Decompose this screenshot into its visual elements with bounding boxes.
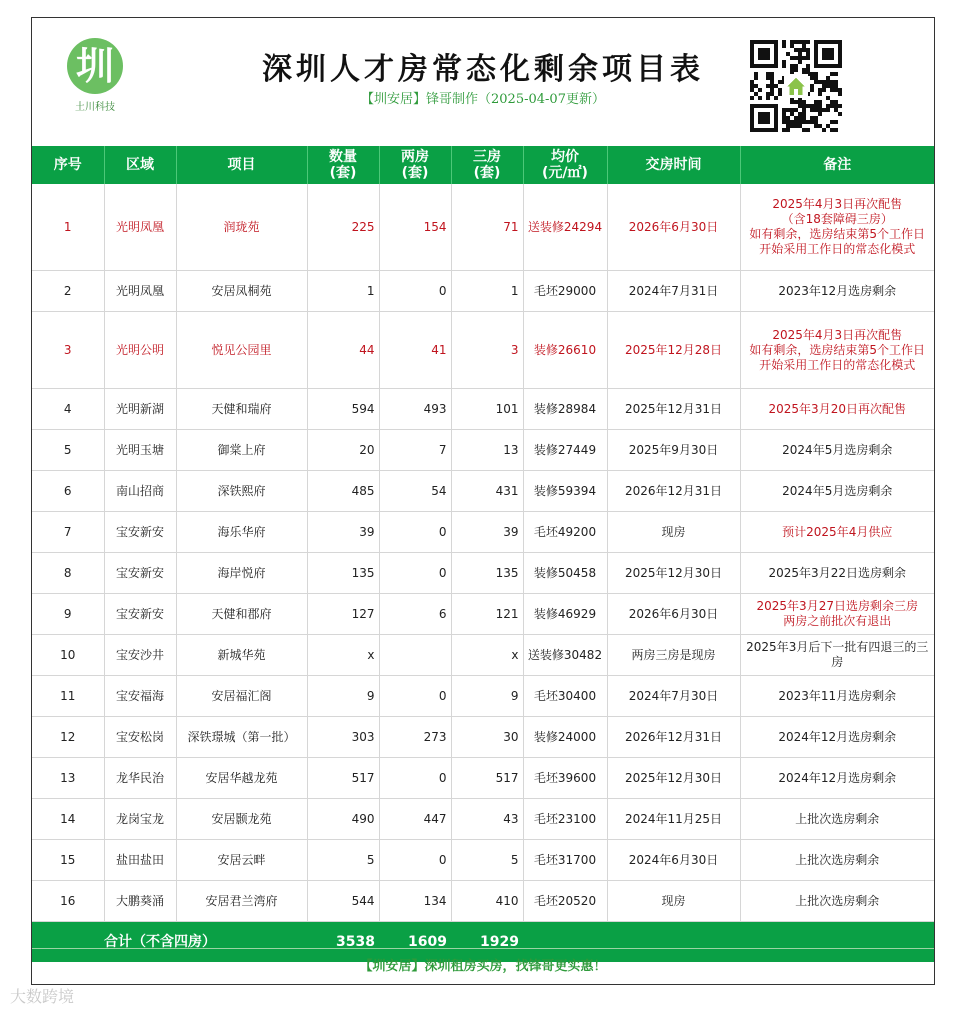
cell-delivery: 2026年12月31日: [607, 471, 740, 512]
cell-area: 大鹏葵涌: [104, 881, 176, 922]
cell-no: 4: [32, 389, 104, 430]
cell-three-room: 3: [451, 312, 523, 389]
cell-note: [740, 840, 934, 881]
cell-two-room: 0: [379, 676, 451, 717]
col-header-project: 项目: [176, 146, 307, 184]
cell-area: 光明凤凰: [104, 184, 176, 271]
table-row: [32, 271, 934, 312]
cell-three-room: 71: [451, 184, 523, 271]
note-line: （含18套障碍三房）: [781, 212, 893, 226]
cell-two-room: [379, 635, 451, 676]
cell-no: 16: [32, 881, 104, 922]
table-row: [32, 312, 934, 389]
cell-area: 光明凤凰: [104, 271, 176, 312]
table-row: [32, 635, 934, 676]
cell-project: 海乐华府: [176, 512, 307, 553]
cell-project: 深铁璟城（第一批）: [176, 717, 307, 758]
cell-total: 44: [307, 312, 379, 389]
cell-total: 9: [307, 676, 379, 717]
table-row: [32, 840, 934, 881]
note-line: 2024年5月选房剩余: [782, 442, 893, 457]
cell-project: 安居凤桐苑: [176, 271, 307, 312]
cell-price: 毛坯29000: [523, 271, 607, 312]
cell-area: 宝安新安: [104, 594, 176, 635]
cell-three-room: 101: [451, 389, 523, 430]
col-header-total: 数量 (套): [307, 146, 379, 184]
cell-price: 送装修30482: [523, 635, 607, 676]
cell-three-room: 39: [451, 512, 523, 553]
note-line: 房: [831, 655, 844, 669]
footer-slogan: 【圳安居】深圳租房买房，找锋哥更实惠！: [32, 948, 934, 985]
cell-total: 303: [307, 717, 379, 758]
cell-note: [740, 430, 934, 471]
cell-project: 新城华苑: [176, 635, 307, 676]
table-row: [32, 717, 934, 758]
cell-project: 海岸悦府: [176, 553, 307, 594]
table-row: [32, 389, 934, 430]
note-line: 预计2025年4月供应: [782, 524, 893, 539]
cell-three-room: 1: [451, 271, 523, 312]
cell-price: 装修26610: [523, 312, 607, 389]
table-row: [32, 799, 934, 840]
summary-two-room: 1609: [379, 922, 451, 963]
cell-area: 南山招商: [104, 471, 176, 512]
watermark: 大数跨境: [10, 987, 75, 1006]
cell-no: 1: [32, 184, 104, 271]
cell-area: 光明公明: [104, 312, 176, 389]
cell-note: [740, 676, 934, 717]
note-line: 2024年12月选房剩余: [778, 729, 897, 744]
cell-three-room: 30: [451, 717, 523, 758]
cell-delivery: 2024年7月30日: [607, 676, 740, 717]
table-row: [32, 184, 934, 271]
cell-no: 13: [32, 758, 104, 799]
cell-total: 39: [307, 512, 379, 553]
note-line: 开始采用工作日的常态化模式: [759, 242, 916, 256]
cell-area: 盐田盐田: [104, 840, 176, 881]
cell-note: [740, 512, 934, 553]
cell-three-room: 135: [451, 553, 523, 594]
cell-price: 装修50458: [523, 553, 607, 594]
note-line: 上批次选房剩余: [795, 893, 880, 908]
header: [32, 18, 934, 146]
cell-note: [740, 799, 934, 840]
cell-three-room: 5: [451, 840, 523, 881]
cell-note: [740, 471, 934, 512]
cell-price: 装修27449: [523, 430, 607, 471]
cell-two-room: 6: [379, 594, 451, 635]
cell-note: [740, 758, 934, 799]
cell-total: 1: [307, 271, 379, 312]
cell-delivery: 2026年12月31日: [607, 717, 740, 758]
cell-two-room: 273: [379, 717, 451, 758]
note-line: 如有剩余，选房结束第5个工作日: [749, 342, 926, 357]
cell-two-room: 41: [379, 312, 451, 389]
note-line: 2025年4月3日再次配售: [772, 327, 903, 342]
col-header-price: 均价 (元/㎡): [523, 146, 607, 184]
cell-three-room: 121: [451, 594, 523, 635]
note-line: 2023年12月选房剩余: [778, 283, 897, 298]
cell-total: 517: [307, 758, 379, 799]
cell-note: [740, 389, 934, 430]
table-row: [32, 758, 934, 799]
note-line: 开始采用工作日的常态化模式: [759, 357, 916, 372]
cell-three-room: 9: [451, 676, 523, 717]
cell-total: 225: [307, 184, 379, 271]
cell-two-room: 154: [379, 184, 451, 271]
cell-area: 龙岗宝龙: [104, 799, 176, 840]
note-line: 上批次选房剩余: [795, 852, 880, 867]
note-line: 2023年11月选房剩余: [778, 688, 897, 703]
table-row: [32, 430, 934, 471]
cell-two-room: 447: [379, 799, 451, 840]
cell-note: [740, 594, 934, 635]
table-row: [32, 512, 934, 553]
cell-project: 润珑苑: [176, 184, 307, 271]
cell-total: 20: [307, 430, 379, 471]
cell-two-room: 493: [379, 389, 451, 430]
cell-three-room: 517: [451, 758, 523, 799]
cell-no: 2: [32, 271, 104, 312]
note-line: 2025年3月27日选房剩余三房: [756, 599, 918, 613]
cell-project: 安居云畔: [176, 840, 307, 881]
cell-project: 悦见公园里: [176, 312, 307, 389]
cell-delivery: 2025年12月30日: [607, 758, 740, 799]
cell-three-room: 13: [451, 430, 523, 471]
cell-note: [740, 881, 934, 922]
cell-two-room: 54: [379, 471, 451, 512]
cell-delivery: 2024年7月31日: [607, 271, 740, 312]
cell-two-room: 0: [379, 512, 451, 553]
cell-note: [740, 553, 934, 594]
summary-three-room: 1929: [451, 922, 523, 963]
cell-total: x: [307, 635, 379, 676]
table-row: [32, 471, 934, 512]
cell-area: 光明玉塘: [104, 430, 176, 471]
cell-two-room: 134: [379, 881, 451, 922]
cell-delivery: 2025年12月30日: [607, 553, 740, 594]
sheet: [31, 17, 935, 985]
note-line: 2025年3月20日再次配售: [768, 401, 906, 416]
cell-no: 5: [32, 430, 104, 471]
cell-price: 装修28984: [523, 389, 607, 430]
cell-project: 御棠上府: [176, 430, 307, 471]
col-header-note: 备注: [740, 146, 934, 184]
cell-note: [740, 717, 934, 758]
cell-delivery: 现房: [607, 512, 740, 553]
col-header-delivery: 交房时间: [607, 146, 740, 184]
col-header-area: 区域: [104, 146, 176, 184]
table-row: [32, 553, 934, 594]
col-header-three-room: 三房 (套): [451, 146, 523, 184]
cell-two-room: 0: [379, 840, 451, 881]
table-row: [32, 594, 934, 635]
cell-three-room: 43: [451, 799, 523, 840]
cell-area: 光明新湖: [104, 389, 176, 430]
cell-no: 9: [32, 594, 104, 635]
cell-note: [740, 635, 934, 676]
cell-no: 3: [32, 312, 104, 389]
cell-no: 15: [32, 840, 104, 881]
cell-delivery: 两房三房是现房: [607, 635, 740, 676]
cell-price: 毛坯49200: [523, 512, 607, 553]
col-header-two-room: 两房 (套): [379, 146, 451, 184]
table-row: [32, 881, 934, 922]
cell-project: 安居福汇阁: [176, 676, 307, 717]
cell-area: 宝安新安: [104, 553, 176, 594]
cell-project: 天健和瑞府: [176, 389, 307, 430]
cell-note: [740, 312, 934, 389]
cell-two-room: 0: [379, 553, 451, 594]
table-body: [32, 184, 934, 922]
cell-delivery: 现房: [607, 881, 740, 922]
cell-total: 594: [307, 389, 379, 430]
cell-price: 装修24000: [523, 717, 607, 758]
cell-area: 宝安松岗: [104, 717, 176, 758]
cell-project: 安居华越龙苑: [176, 758, 307, 799]
note-line: 2024年5月选房剩余: [782, 483, 893, 498]
cell-price: 装修46929: [523, 594, 607, 635]
cell-delivery: 2025年12月31日: [607, 389, 740, 430]
note-line: 如有剩余，选房结束第5个工作日: [749, 227, 926, 241]
cell-project: 安居颢龙苑: [176, 799, 307, 840]
cell-price: 送装修24294: [523, 184, 607, 271]
cell-delivery: 2024年11月25日: [607, 799, 740, 840]
cell-three-room: 431: [451, 471, 523, 512]
page-title: 深圳人才房常态化剩余项目表: [262, 52, 704, 87]
cell-delivery: 2025年12月28日: [607, 312, 740, 389]
cell-area: 宝安沙井: [104, 635, 176, 676]
cell-price: 毛坯23100: [523, 799, 607, 840]
qr-code-icon: [750, 40, 842, 132]
cell-delivery: 2024年6月30日: [607, 840, 740, 881]
cell-note: [740, 184, 934, 271]
cell-two-room: 0: [379, 271, 451, 312]
summary-total: 3538: [307, 922, 379, 963]
page-subtitle: 【圳安居】锋哥制作（2025-04-07更新）: [361, 92, 605, 107]
note-line: 2025年4月3日再次配售: [772, 197, 903, 211]
cell-price: 毛坯31700: [523, 840, 607, 881]
cell-two-room: 7: [379, 430, 451, 471]
cell-no: 12: [32, 717, 104, 758]
cell-no: 11: [32, 676, 104, 717]
cell-total: 485: [307, 471, 379, 512]
cell-total: 544: [307, 881, 379, 922]
cell-total: 490: [307, 799, 379, 840]
cell-project: 深铁熙府: [176, 471, 307, 512]
cell-no: 8: [32, 553, 104, 594]
cell-total: 135: [307, 553, 379, 594]
note-line: 2025年3月后下一批有四退三的三: [746, 640, 929, 654]
note-line: 两房之前批次有退出: [783, 614, 892, 628]
cell-no: 6: [32, 471, 104, 512]
project-table: [32, 146, 934, 962]
note-line: 上批次选房剩余: [795, 811, 880, 826]
cell-total: 127: [307, 594, 379, 635]
cell-area: 宝安新安: [104, 512, 176, 553]
cell-price: 毛坯30400: [523, 676, 607, 717]
cell-three-room: 410: [451, 881, 523, 922]
col-header-no: 序号: [32, 146, 104, 184]
cell-price: 毛坯39600: [523, 758, 607, 799]
cell-delivery: 2025年9月30日: [607, 430, 740, 471]
logo-text: 土川科技: [75, 102, 115, 113]
table-row: [32, 676, 934, 717]
cell-price: 毛坯20520: [523, 881, 607, 922]
cell-two-room: 0: [379, 758, 451, 799]
cell-no: 14: [32, 799, 104, 840]
cell-delivery: 2026年6月30日: [607, 594, 740, 635]
summary-label: 合计（不含四房）: [32, 922, 307, 963]
cell-project: 天健和郡府: [176, 594, 307, 635]
cell-no: 7: [32, 512, 104, 553]
cell-delivery: 2026年6月30日: [607, 184, 740, 271]
cell-area: 宝安福海: [104, 676, 176, 717]
logo-icon: 圳: [67, 38, 123, 94]
cell-total: 5: [307, 840, 379, 881]
note-line: 2024年12月选房剩余: [778, 770, 897, 785]
note-line: 2025年3月22日选房剩余: [768, 565, 906, 580]
cell-price: 装修59394: [523, 471, 607, 512]
cell-note: [740, 271, 934, 312]
cell-three-room: x: [451, 635, 523, 676]
header-row: [32, 146, 934, 184]
cell-area: 龙华民治: [104, 758, 176, 799]
cell-no: 10: [32, 635, 104, 676]
cell-project: 安居君兰湾府: [176, 881, 307, 922]
